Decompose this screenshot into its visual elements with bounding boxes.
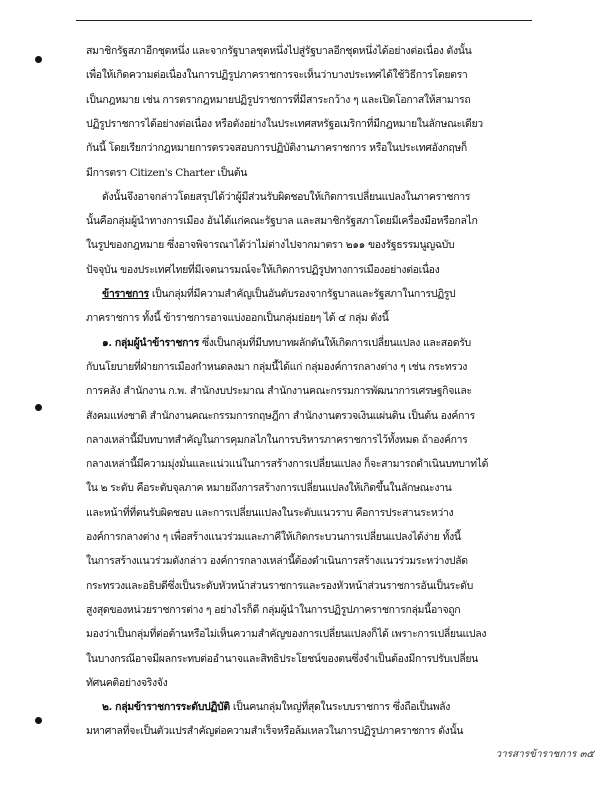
text-line — [102, 287, 531, 301]
line-text: ในรูปของกฎหมาย ซึ่งอาจพิจารณาได้ว่าไม่ต่างไปจากมาตรา ๒๑๑ ของรัฐธรรมนูญฉบับ — [86, 239, 455, 251]
line-text: ปฏิรูปราชการได้อย่างต่อเนื่อง หรือดังอย่างในประเทศสหรัฐอเมริกาที่มีกฎหมายในลักษณะเดียว — [86, 118, 483, 130]
line-text: ซึ่งเป็นกลุ่มที่มีบทบาทผลักดันให้เกิดการเปลี่ยนแปลง และสอดรับ — [201, 337, 471, 349]
line-text: เป็นกฎหมาย เช่น การตรากฎหมายปฏิรูปราชการที่มีสาระกว้าง ๆ และเปิดโอกาสให้สามารถ — [86, 94, 471, 106]
text-line — [102, 336, 531, 350]
punch-hole-bottom — [35, 717, 42, 724]
text-line — [86, 457, 531, 471]
line-text: กันนี้ โดยเรียกว่ากฎหมายการตรวจสอบการปฏิบัติงานภาคราชการ หรือในประเทศอังกฤษก็ — [86, 142, 467, 154]
text-line — [102, 190, 531, 204]
line-text: นั้นคือกลุ่มผู้นำทางการเมือง อันได้แก่คณะรัฐบาล และสมาชิกรัฐสภาโดยมีเครื่องมือหรือกลไก — [86, 215, 478, 227]
line-text: กลางเหล่านี้มีความมุ่งมั่นและแน่วแน่ในการสร้างการเปลี่ยนแปลง ก็จะสามารถดำเนินบทบาทได้ — [86, 458, 489, 470]
line-text: ในบางกรณีอาจมีผลกระทบต่ออำนาจและสิทธิประโยชน์ของตนซึ่งจำเป็นต้องมีการปรับเปลี่ยน — [86, 653, 478, 665]
text-line — [86, 579, 531, 593]
text-line — [86, 214, 531, 228]
text-line — [86, 603, 531, 617]
line-text: เป็นคนกลุ่มใหญ่ที่สุดในระบบราชการ ซึ่งถือเป็นพลัง — [232, 701, 451, 713]
text-line — [86, 676, 531, 690]
header-rule — [76, 20, 532, 21]
line-text: เป็นกลุ่มที่มีความสำคัญเป็นอันดับรองจากรัฐบาลและรัฐสภาในการปฏิรูป — [151, 288, 456, 300]
text-line — [86, 384, 531, 398]
text-line — [86, 554, 531, 568]
line-text: องค์การกลางต่าง ๆ เพื่อสร้างแนวร่วมและภาคีให้เกิดกระบวนการเปลี่ยนแปลงได้ง่าย ทั้งนี้ — [86, 531, 461, 543]
section-heading: ข้าราชการ — [102, 288, 149, 300]
line-text: เพื่อให้เกิดความต่อเนื่องในการปฏิรูปภาคราชการจะเห็นว่าบางประเทศได้ใช้วิธีการโดยตรา — [86, 69, 468, 81]
text-line — [86, 44, 531, 58]
line-text: ในการสร้างแนวร่วมดังกล่าว องค์การกลางเหล่านี้ต้องดำเนินการสร้างแนวร่วมระหว่างปลัด — [86, 555, 468, 567]
line-text: สังคมแห่งชาติ สำนักงานคณะกรรมการกฤษฎีกา สำนักงานตรวจเงินแผ่นดิน เป็นต้น องค์การ — [86, 410, 475, 422]
line-text: กับนโยบายที่ฝ่ายการเมืองกำหนดลงมา กลุ่มนี้ได้แก่ กลุ่มองค์การกลางต่าง ๆ เช่น กระทรวง — [86, 361, 468, 373]
line-text: การคลัง สำนักงาน ก.พ. สำนักงบประมาณ สำนักงานคณะกรรมการพัฒนาการเศรษฐกิจและ — [86, 385, 472, 397]
punch-hole-middle — [35, 404, 42, 411]
text-line — [86, 506, 531, 520]
section-heading: ๒. กลุ่มข้าราชการระดับปฏิบัติ — [102, 701, 230, 713]
line-text: สมาชิกรัฐสภาอีกชุดหนึ่ง และจากรัฐบาลชุดหนึ่งไปสู่รัฐบาลอีกชุดหนึ่งได้อย่างต่อเนื่อง ดังนั้น — [86, 45, 472, 57]
text-line — [86, 530, 531, 544]
text-line — [86, 141, 531, 155]
text-line — [86, 238, 531, 252]
text-line — [86, 117, 531, 131]
text-line — [86, 360, 531, 374]
line-text: ภาคราชการ ทั้งนี้ ข้าราชการอาจแบ่งออกเป็นกลุ่มย่อยๆ ได้ ๔ กลุ่ม ดังนี้ — [86, 312, 389, 324]
text-line — [86, 311, 531, 325]
text-line — [86, 93, 531, 107]
line-text: ใน ๒ ระดับ คือระดับจุลภาค หมายถึงการสร้างการเปลี่ยนแปลงให้เกิดขึ้นในลักษณะงาน — [86, 482, 452, 494]
line-text: มีการตรา Citizen's Charter เป็นต้น — [86, 167, 248, 179]
line-text: สูงสุดของหน่วยราชการต่าง ๆ อย่างไรก็ดี กลุ่มผู้นำในการปฏิรูปภาคราชการกลุ่มนี้อาจถูก — [86, 604, 461, 616]
text-line — [86, 409, 531, 423]
line-text: ทัศนคติอย่างจริงจัง — [86, 677, 168, 689]
line-text: และหน้าที่ที่ตนรับผิดชอบ และการเปลี่ยนแปลงในระดับแนวราบ คือการประสานระหว่าง — [86, 507, 454, 519]
line-text: ปัจจุบัน ของประเทศไทยที่มีเจตนารมณ์จะให้เกิดการปฏิรูปทางการเมืองอย่างต่อเนื่อง — [86, 264, 440, 276]
line-text: ดังนั้นจึงอาจกล่าวโดยสรุปได้ว่าผู้มีส่วนรับผิดชอบให้เกิดการเปลี่ยนแปลงในภาคราชการ — [102, 191, 471, 203]
text-line — [86, 68, 531, 82]
text-line — [86, 652, 531, 666]
text-line — [86, 627, 531, 641]
line-text: มหาศาลที่จะเป็นตัวแปรสำคัญต่อความสำเร็จหรือล้มเหลวในการปฏิรูปภาคราชการ ดังนั้น — [86, 725, 464, 737]
line-text: กลางเหล่านี้มีบทบาทสำคัญในการคุมกลไกในการบริหารภาคราชการไว้ทั้งหมด ถ้าองค์การ — [86, 434, 468, 446]
line-text: กระทรวงและอธิบดีซึ่งเป็นระดับหัวหน้าส่วนราชการและรองหัวหน้าส่วนราชการอันเป็นระดับ — [86, 580, 473, 592]
line-text: มองว่าเป็นกลุ่มที่ต่อต้านหรือไม่เห็นความสำคัญของการเปลี่ยนแปลงก็ได้ เพราะการเปลี่ยนแปลง — [86, 628, 487, 640]
text-line — [102, 700, 531, 714]
punch-hole-top — [35, 56, 42, 63]
text-line — [86, 724, 531, 738]
section-heading: ๑. กลุ่มผู้นำข้าราชการ — [102, 337, 199, 349]
text-line — [86, 263, 531, 277]
text-line — [86, 481, 531, 495]
text-line — [86, 433, 531, 447]
page-footer: วารสารข้าราชการ ๓๕ — [495, 749, 594, 760]
text-line — [86, 166, 531, 180]
